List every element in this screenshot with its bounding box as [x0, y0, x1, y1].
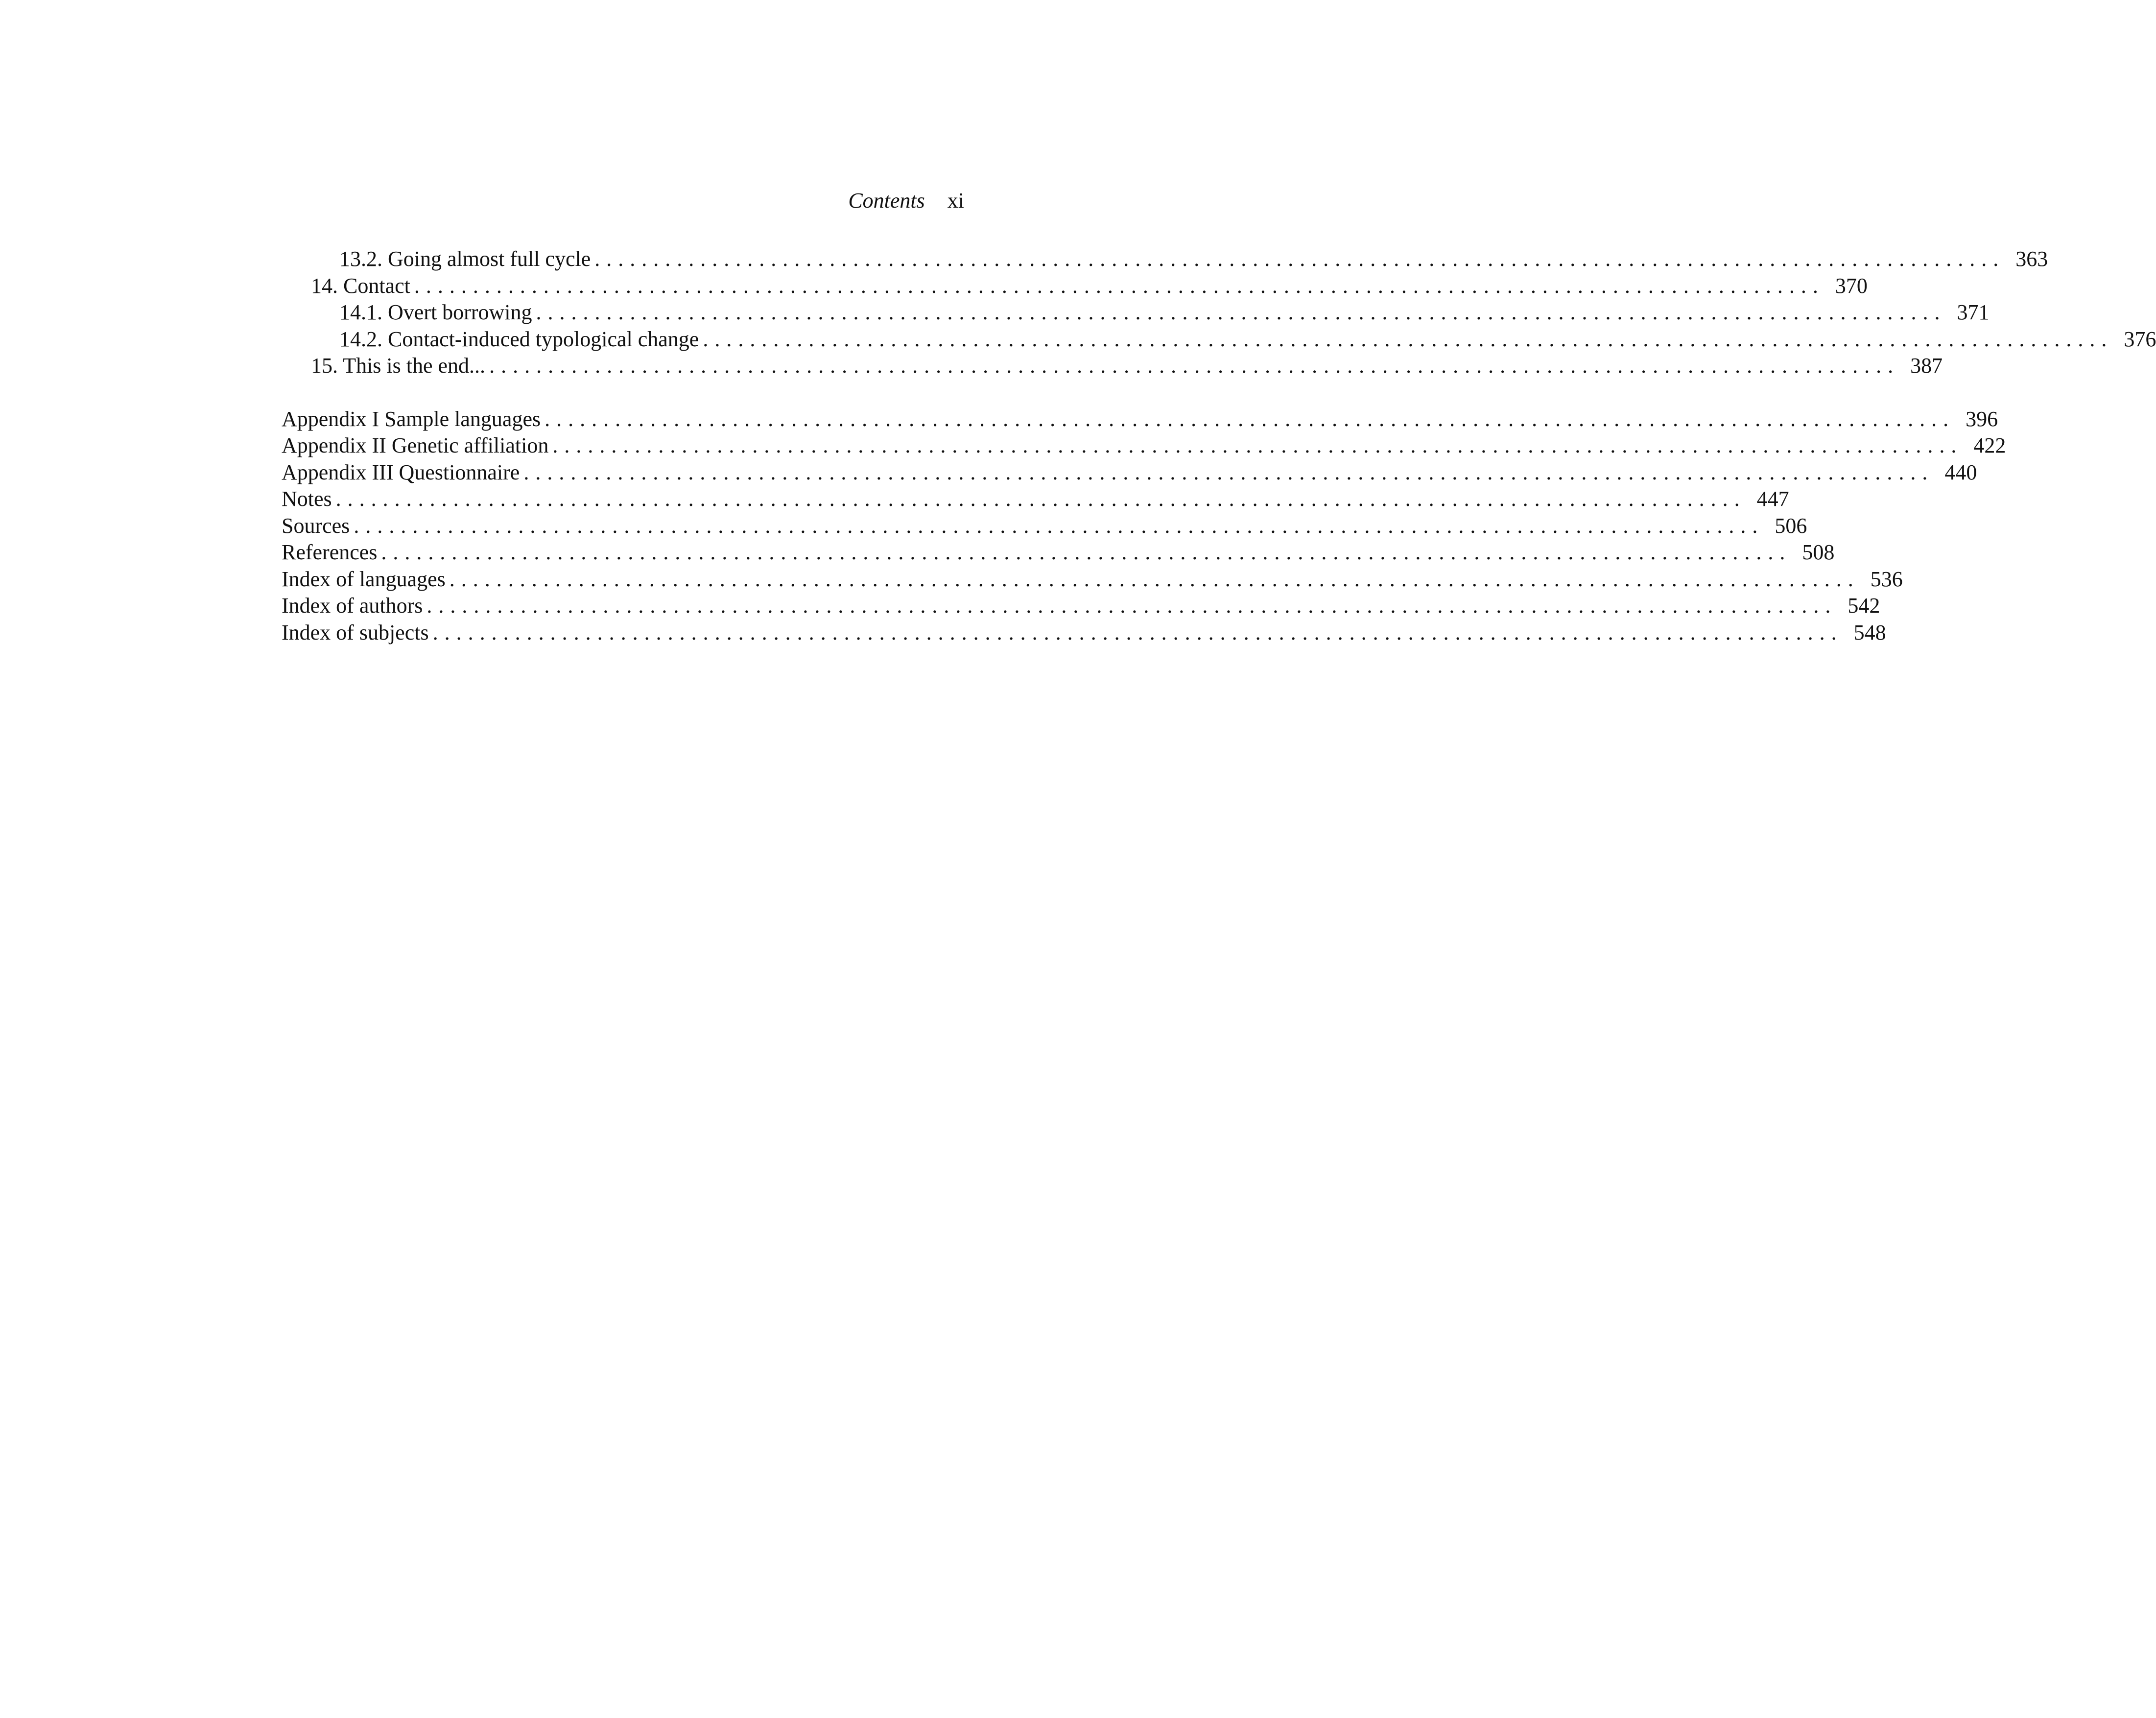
dot-leader: ........................................................................................................................ [594, 247, 2005, 271]
toc-entry-title: 13.2. Going almost full cycle [339, 247, 591, 271]
toc-entry-notes [282, 486, 1789, 513]
toc-entry-13-2 [282, 246, 2048, 273]
dot-leader: ........................................................................................................................ [536, 300, 1946, 324]
toc-entry-title: Appendix II Genetic affiliation [282, 433, 549, 457]
running-head-label: Contents [848, 189, 925, 213]
dot-leader: ........................................................................................................................ [703, 327, 2113, 351]
toc-entry-title: 14.2. Contact-induced typological change [339, 327, 699, 351]
toc-entry-appendix-1 [282, 406, 1998, 433]
toc-entry-sources [282, 513, 1807, 540]
dot-leader: ........................................................................................................................ [545, 406, 1955, 431]
dot-leader: ........................................................................................................................ [432, 620, 1843, 644]
toc-entry-title: References [282, 540, 378, 564]
dot-leader: ........................................................................................................................ [335, 487, 1746, 511]
toc-entry-page: 542 [1848, 594, 1880, 618]
toc-entry-page: 371 [1957, 300, 1990, 324]
toc-entry-page: 536 [1870, 567, 1903, 591]
page-number: xi [947, 189, 964, 213]
toc-entry-title: Index of subjects [282, 620, 429, 644]
dot-leader: ........................................................................................................................ [354, 513, 1764, 538]
toc-entry-references [282, 539, 1835, 566]
toc-entry-appendix-2 [282, 432, 2006, 459]
toc-entry-14-2 [282, 326, 2156, 353]
toc-entry-title: Sources [282, 513, 350, 538]
toc-entry-page: 422 [1973, 433, 2006, 457]
dot-leader: ........................................................................................................................ [489, 354, 1900, 378]
toc-entry-page: 506 [1775, 513, 1807, 538]
table-of-contents [282, 246, 2156, 646]
running-head [848, 188, 964, 214]
toc-entry-page: 548 [1853, 620, 1886, 644]
toc-entry-title: Index of authors [282, 594, 423, 618]
toc-entry-page: 376 [2124, 327, 2156, 351]
toc-entry-title: 14.1. Overt borrowing [339, 300, 532, 324]
toc-entry-page: 440 [1944, 460, 1977, 484]
toc-entry-title: Appendix I Sample languages [282, 406, 541, 431]
toc-entry-title: 15. This is the end... [311, 354, 486, 378]
toc-entry-page: 387 [1910, 354, 1943, 378]
toc-entry-title: Notes [282, 487, 332, 511]
dot-leader: ........................................................................................................................ [381, 540, 1792, 564]
toc-entry-page: 396 [1966, 406, 1998, 431]
toc-entry-14-1 [282, 299, 1990, 326]
section-spacer [282, 380, 965, 406]
toc-entry-index-languages [282, 566, 1903, 593]
toc-entry-15 [282, 353, 1943, 380]
dot-leader: ........................................................................................................................ [426, 594, 1837, 618]
toc-entry-page: 363 [2015, 247, 2048, 271]
toc-entry-page: 370 [1835, 273, 1868, 298]
toc-entry-title: Index of languages [282, 567, 446, 591]
toc-entry-index-authors [282, 593, 1880, 620]
toc-entry-page: 447 [1756, 487, 1789, 511]
toc-entry-14 [282, 273, 1868, 300]
dot-leader: ........................................................................................................................ [552, 433, 1963, 457]
toc-entry-title: Appendix III Questionnaire [282, 460, 520, 484]
dot-leader: ........................................................................................................................ [523, 460, 1934, 484]
toc-entry-page: 508 [1802, 540, 1835, 564]
dot-leader: ........................................................................................................................ [449, 567, 1860, 591]
toc-entry-index-subjects [282, 620, 1886, 646]
toc-entry-appendix-3 [282, 459, 1977, 486]
dot-leader: ........................................................................................................................ [414, 273, 1824, 298]
toc-entry-title: 14. Contact [311, 273, 410, 298]
